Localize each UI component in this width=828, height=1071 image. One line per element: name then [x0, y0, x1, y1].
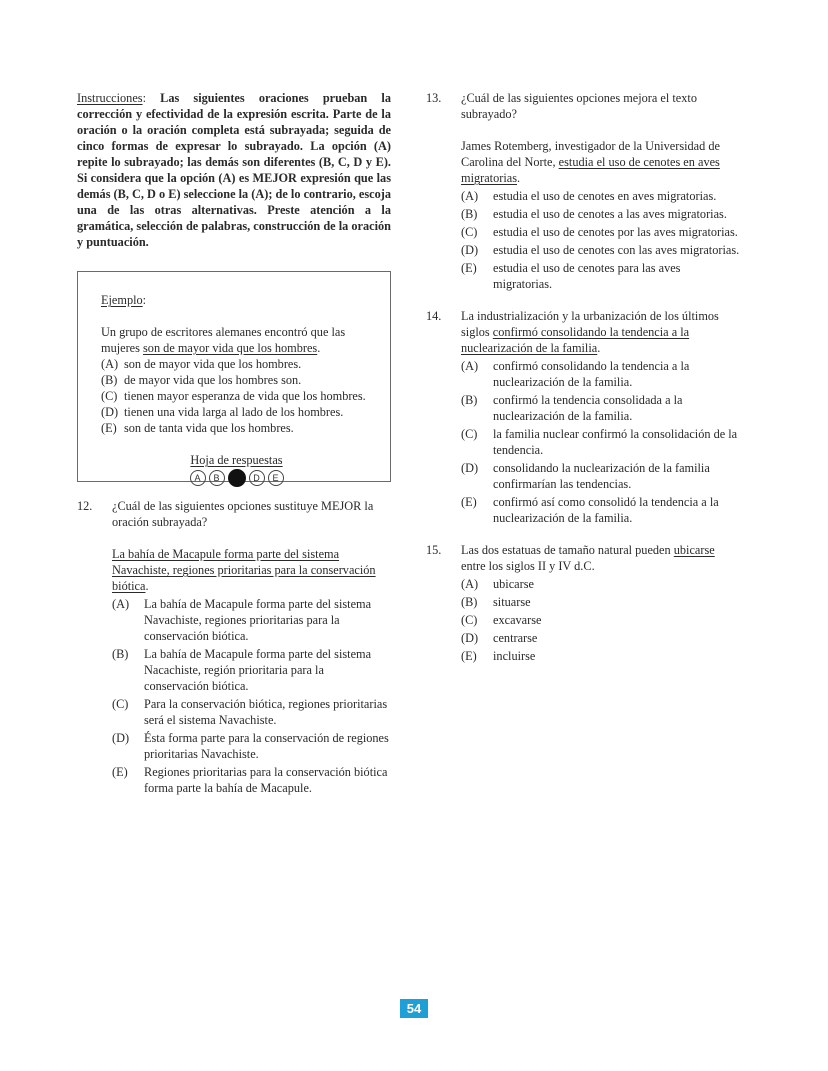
answer-option: (C) la familia nuclear confirmó la consolidación de la tendencia.	[461, 427, 738, 457]
answer-option: (C) excavarse	[461, 613, 542, 627]
example-option: (C) tienen mayor esperanza de vida que los hombres.	[101, 389, 366, 403]
example-label: Ejemplo	[101, 293, 143, 307]
question-sentence: La industrialización y la urbanización de los últimos siglos confirmó consolidando la tendencia a la nuclearización de la familia.	[461, 309, 719, 355]
answer-option: (A) La bahía de Macapule forma parte del sistema Navachiste, regiones prioritarias para la conservación biótica.	[112, 597, 372, 643]
example-option: (E) son de tanta vida que los hombres.	[101, 421, 294, 435]
bubble-e: E	[268, 470, 284, 486]
answer-option: (A) confirmó consolidando la tendencia a la nuclearización de la familia.	[461, 359, 690, 389]
question-prompt: ¿Cuál de las siguientes opciones mejora el texto subrayado?	[461, 91, 697, 121]
question-number: 15.	[426, 543, 442, 557]
question-number: 12.	[77, 499, 93, 513]
example-sentence: Un grupo de escritores alemanes encontró que las mujeres son de mayor vida que los hombres.	[101, 325, 346, 355]
answer-option: (E) estudia el uso de cenotes para las aves migratorias.	[461, 261, 681, 291]
question-passage: La bahía de Macapule forma parte del sistema Navachiste, regiones prioritarias para la conservación biótica.	[112, 547, 376, 593]
question-15	[426, 542, 741, 664]
page-number: 54	[400, 999, 428, 1018]
question-sentence: Las dos estatuas de tamaño natural pueden ubicarse entre los siglos II y IV d.C.	[461, 543, 715, 573]
answer-option: (B) confirmó la tendencia consolidada a la nuclearización de la familia.	[461, 393, 683, 423]
answer-option: (C) estudia el uso de cenotes por las aves migratorias.	[461, 225, 738, 239]
answer-option: (D) consolidando la nuclearización de la familia confirmarían las tendencias.	[461, 461, 710, 491]
answer-option: (D) Ésta forma parte para la conservación de regiones prioritarias Navachiste.	[112, 731, 389, 761]
bubble-d: D	[249, 470, 265, 486]
answer-option: (D) estudia el uso de cenotes con las aves migratorias.	[461, 243, 740, 257]
instructions: Instrucciones: Las siguientes oraciones prueban la corrección y efectividad de la expresión escrita. Parte de la oración o la oración completa está subrayada; seguida de cinco formas de expresar lo subrayado. La opción (A) repite lo subrayado; las demás son diferentes (B, C, D y E). Si considera que la opción (A) es MEJOR expresión que las demás (B, C, D o E) seleccione la (A); de lo contrario, escoja una de las otras alternativas. Preste atención a la gramática, selección de palabras, construcción de la oración y puntuación.	[77, 91, 391, 249]
instructions-label: Instrucciones	[77, 91, 143, 105]
question-13	[426, 90, 741, 292]
question-number: 14.	[426, 309, 442, 323]
answer-option: (B) situarse	[461, 595, 531, 609]
answer-option: (E) incluirse	[461, 649, 536, 663]
answer-option: (E) Regiones prioritarias para la conservación biótica forma parte la bahía de Macapule.	[112, 765, 388, 795]
answer-bubbles	[101, 470, 372, 487]
instructions-text: Las siguientes oraciones prueban la corrección y efectividad de la expresión escrita. Parte de la oración o la oración completa está subrayada; seguida de cinco formas de expresar lo subrayado. La opción (A) repite lo subrayado; las demás son diferentes (B, C, D y E). Si considera que la opción (A) es MEJOR expresión que las demás (B, C, D o E) seleccione la (A); de lo contrario, escoja una de las otras alternativas. Preste atención a la gramática, selección de palabras, construcción de la oración y puntuación.	[77, 91, 391, 249]
answer-option: (B) estudia el uso de cenotes a las aves migratorias.	[461, 207, 727, 221]
answer-sheet-label: Hoja de respuestas	[190, 453, 283, 467]
answer-option: (B) La bahía de Macapule forma parte del sistema Nacachiste, región prioritaria para la conservación biótica.	[112, 647, 372, 693]
answer-option: (A) estudia el uso de cenotes en aves migratorias.	[461, 189, 717, 203]
example-option: (A) son de mayor vida que los hombres.	[101, 357, 302, 371]
answer-option: (C) Para la conservación biótica, regiones prioritarias será el sistema Navachiste.	[112, 697, 388, 727]
answer-option: (D) centrarse	[461, 631, 538, 645]
question-number: 13.	[426, 91, 442, 105]
question-prompt: ¿Cuál de las siguientes opciones sustituye MEJOR la oración subrayada?	[112, 499, 374, 529]
example-options	[101, 356, 372, 436]
bubble-c-filled	[228, 469, 246, 487]
right-column	[426, 90, 741, 664]
question-14	[426, 308, 741, 526]
bubble-b: B	[209, 470, 225, 486]
answer-option: (A) ubicarse	[461, 577, 534, 591]
example-option: (D) tienen una vida larga al lado de los hombres.	[101, 405, 344, 419]
answer-option: (E) confirmó así como consolidó la tendencia a la nuclearización de la familia.	[461, 495, 719, 525]
example-option: (B) de mayor vida que los hombres son.	[101, 373, 302, 387]
left-column	[77, 90, 391, 796]
bubble-a: A	[190, 470, 206, 486]
question-12	[77, 498, 391, 796]
question-passage: James Rotemberg, investigador de la Universidad de Carolina del Norte, estudia el uso de cenotes en aves migratorias.	[461, 139, 720, 185]
example-box: Ejemplo: Un grupo de escritores alemanes encontró que las mujeres son de mayor vida que los hombres. (A) son de mayor vida que los hombres. (B) de mayor vida que los hombres son. (C) tienen mayor esperanza de vida que los hombres. (D) tienen una vida larga al lado de los hombres. (E) son de tanta vida que los hombres. Hoja de respuestas A B D E	[77, 271, 391, 482]
example-underlined: son de mayor vida que los hombres	[143, 341, 318, 355]
